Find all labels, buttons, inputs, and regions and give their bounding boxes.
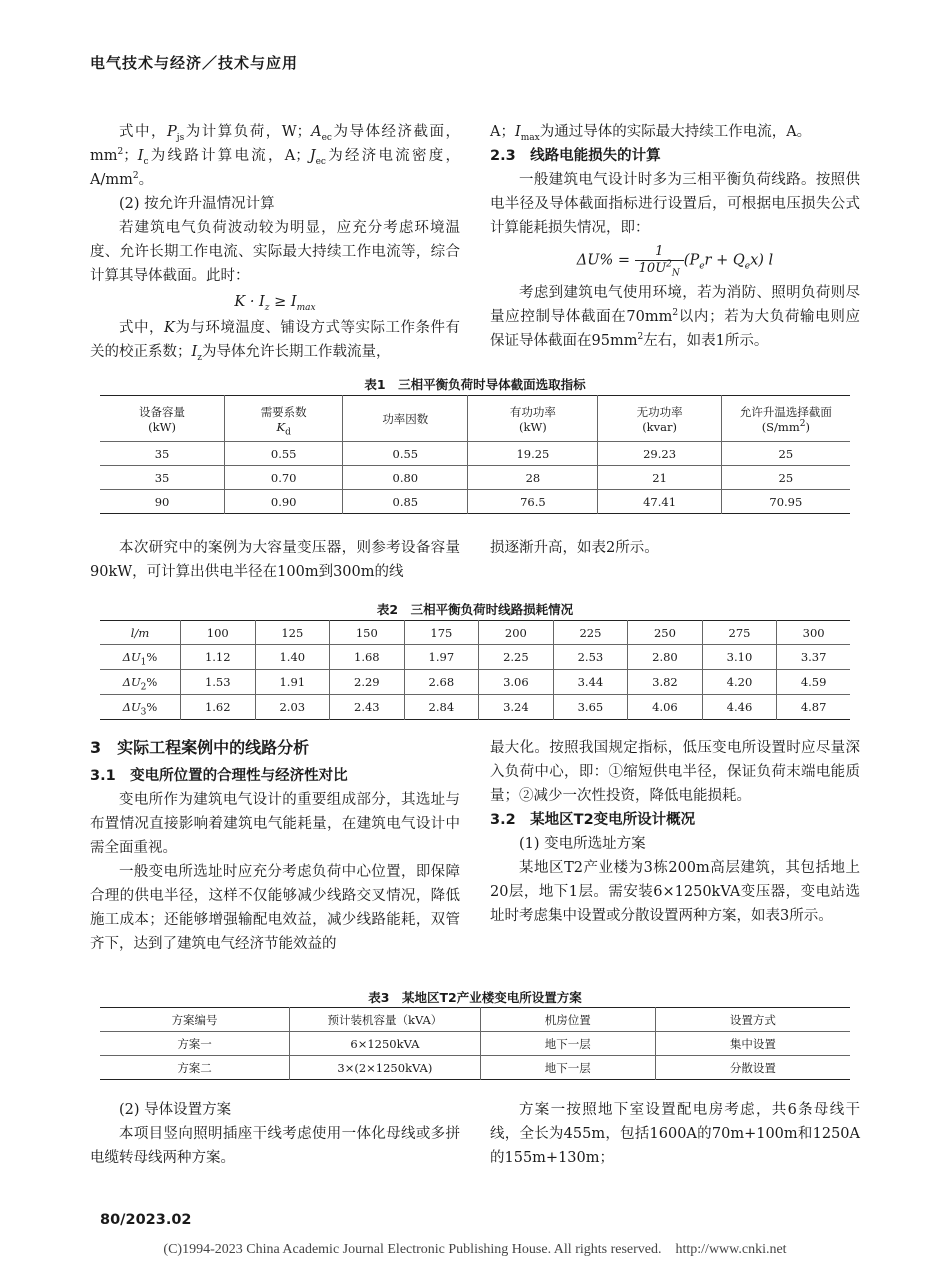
table-cell: 0.90 bbox=[225, 490, 343, 514]
table-cell: 3.65 bbox=[553, 695, 628, 720]
table-cell: 90 bbox=[100, 490, 225, 514]
table2-header-label: l/m bbox=[100, 621, 181, 645]
paragraph-correction: 式中，K为与环境温度、铺设方式等实际工作条件有关的校正系数；$I_z$为导体允许长期工作载流量， bbox=[90, 320, 461, 363]
table3-caption: 表3 某地区T2产业楼变电所设置方案 bbox=[368, 990, 582, 1005]
table-cell: 4.46 bbox=[702, 695, 777, 720]
table1 bbox=[100, 395, 850, 514]
table-row bbox=[100, 1056, 850, 1080]
table-cell: 2.53 bbox=[553, 645, 628, 670]
table-row bbox=[100, 466, 850, 490]
table-cell: 3.44 bbox=[553, 670, 628, 695]
paragraph-busway: 本项目竖向照明插座干线考虑使用一体化母线或多拼电缆转母线两种方案。 bbox=[90, 1126, 460, 1166]
table-cell: 地下一层 bbox=[480, 1032, 655, 1056]
mid-right-paragraph bbox=[490, 536, 860, 560]
mid-left-paragraph bbox=[90, 536, 460, 584]
table2-header-cell: 200 bbox=[479, 621, 554, 645]
table-cell: 地下一层 bbox=[480, 1056, 655, 1080]
heading-2-3: 2.3 线路电能损失的计算 bbox=[490, 148, 661, 164]
formula-voltage-loss: ΔU% = $\frac{1}{10U^2_N}$ $(P_er + Q_ex)$ l bbox=[576, 244, 774, 279]
table-row bbox=[100, 442, 850, 466]
table3-header-cell: 预计装机容量（kVA） bbox=[290, 1008, 481, 1032]
table-cell: 35 bbox=[100, 442, 225, 466]
table2-header-cell: 125 bbox=[255, 621, 330, 645]
table2-header-cell: 150 bbox=[330, 621, 405, 645]
table-cell: 4.20 bbox=[702, 670, 777, 695]
table-cell: 4.59 bbox=[777, 670, 850, 695]
table-cell: 70.95 bbox=[721, 490, 850, 514]
paragraph-plan-one: 方案一按照地下室设置配电房考虑，共6条母线干线，全长为455m，包括1600A的70m+100m和1250A的155m+130m； bbox=[490, 1102, 860, 1166]
table-cell: 19.25 bbox=[468, 442, 598, 466]
table-cell: 1.12 bbox=[181, 645, 256, 670]
table2-header-cell: 100 bbox=[181, 621, 256, 645]
paragraph-section-limits: 考虑到建筑电气使用环境，若为消防、照明负荷则尽量应控制导体截面在$70mm^2$以内；若为大负荷输电则应保证导体截面在$95mm^2$左右，如表1所示。 bbox=[490, 285, 861, 349]
table1-header-cell: 设备容量 (kW) bbox=[100, 396, 225, 442]
table3-header-row bbox=[100, 1008, 850, 1032]
table-cell: 3.06 bbox=[479, 670, 554, 695]
paragraph-t2-building: 某地区T2产业楼为3栋200m高层建筑，其包括地上20层，地下1层。需安装6×1250kVA变压器，变电站选址时考虑集中设置或分散设置两种方案，如表3所示。 bbox=[490, 860, 860, 924]
section3-right bbox=[490, 736, 860, 928]
table-cell: 1.62 bbox=[181, 695, 256, 720]
table-cell: 2.68 bbox=[404, 670, 479, 695]
paragraph-temperature: 若建筑电气负荷波动较为明显，应充分考虑环境温度、允许长期工作电流、实际最大持续工作电流等，综合计算其导体截面。此时： bbox=[90, 220, 460, 284]
page-number: 80/2023.02 bbox=[100, 1212, 192, 1228]
table-cell: 6×1250kVA bbox=[290, 1032, 481, 1056]
table-cell: 4.87 bbox=[777, 695, 850, 720]
table3-header-cell: 机房位置 bbox=[480, 1008, 655, 1032]
table-cell: 1.97 bbox=[404, 645, 479, 670]
table3-header-cell: 方案编号 bbox=[100, 1008, 290, 1032]
table-cell: 2.84 bbox=[404, 695, 479, 720]
table-row-label: $\Delta U_2\%$ bbox=[100, 670, 181, 695]
copyright-line: (C)1994-2023 China Academic Journal Electronic Publishing House. All rights reserved. http://www.cnki.net bbox=[163, 1242, 787, 1257]
bottom-right bbox=[490, 1098, 860, 1170]
left-column-top bbox=[90, 120, 460, 364]
journal-header: 电气技术与经济／技术与应用 bbox=[90, 54, 299, 72]
heading-3-1: 3.1 变电所位置的合理性与经济性对比 bbox=[90, 768, 348, 784]
table-cell: 3.10 bbox=[702, 645, 777, 670]
paragraph-imax: A；$I_{max}$为通过导体的实际最大持续工作电流，A。 bbox=[490, 124, 812, 143]
table-cell: 21 bbox=[598, 466, 721, 490]
right-column-top bbox=[490, 120, 860, 353]
table1-header-cell: 功率因数 bbox=[343, 396, 468, 442]
table-cell: 3.24 bbox=[479, 695, 554, 720]
table-cell: 1.53 bbox=[181, 670, 256, 695]
formula-current: $K \cdot I_z \ge I_{max}$ bbox=[234, 294, 316, 313]
table-cell: 76.5 bbox=[468, 490, 598, 514]
paragraph-site-selection: 一般变电所选址时应充分考虑负荷中心位置，即保障合理的供电半径，这样不仅能够减少线路交叉情况，降低施工成本；还能够增强输配电效益，减少线路能耗，双管齐下，达到了建筑电气经济节能效益的 bbox=[90, 864, 460, 952]
paragraph-max-benefit: 最大化。按照我国规定指标，低压变电所设置时应尽量深入负荷中心，即：①缩短供电半径，保证负荷末端电能质量；②减少一次性投资，降低电能损耗。 bbox=[490, 740, 860, 804]
paragraph-case-cont: 损逐渐升高，如表2所示。 bbox=[490, 540, 659, 556]
table-cell: 2.25 bbox=[479, 645, 554, 670]
table-cell: 0.85 bbox=[343, 490, 468, 514]
table-row bbox=[100, 645, 850, 670]
table-cell: 0.55 bbox=[225, 442, 343, 466]
table3-header-cell: 设置方式 bbox=[655, 1008, 850, 1032]
table-cell: 2.43 bbox=[330, 695, 405, 720]
table-row bbox=[100, 695, 850, 720]
table-cell: 2.29 bbox=[330, 670, 405, 695]
formula-fraction: $\frac{1}{10U^2_N}$ bbox=[635, 244, 684, 277]
table-cell: 分散设置 bbox=[655, 1056, 850, 1080]
table-cell: 1.40 bbox=[255, 645, 330, 670]
table-cell: 0.80 bbox=[343, 466, 468, 490]
table-row bbox=[100, 490, 850, 514]
table-cell: 0.70 bbox=[225, 466, 343, 490]
table2 bbox=[100, 620, 850, 720]
table-cell: 方案二 bbox=[100, 1056, 290, 1080]
table-cell: 1.91 bbox=[255, 670, 330, 695]
heading-3-2: 3.2 某地区T2变电所设计概况 bbox=[490, 812, 696, 828]
table-cell: 25 bbox=[721, 466, 850, 490]
paragraph-voltage-loss: 一般建筑电气设计时多为三相平衡负荷线路。按照供电半径及导体截面指标进行设置后，可根据电压损失公式计算能耗损失情况，即： bbox=[490, 172, 860, 236]
table-cell: 方案一 bbox=[100, 1032, 290, 1056]
table2-caption: 表2 三相平衡负荷时线路损耗情况 bbox=[376, 602, 574, 617]
section3-left bbox=[90, 736, 460, 956]
table1-header-row bbox=[100, 396, 850, 442]
table1-header-cell: 需要系数 $K_d$ bbox=[225, 396, 343, 442]
table-cell: 29.23 bbox=[598, 442, 721, 466]
table-cell: 3.37 bbox=[777, 645, 850, 670]
table1-header-cell: 无功功率 (kvar) bbox=[598, 396, 721, 442]
bottom-left bbox=[90, 1098, 460, 1170]
table2-header-row bbox=[100, 621, 850, 645]
table2-header-cell: 275 bbox=[702, 621, 777, 645]
table-row-label: $\Delta U_3\%$ bbox=[100, 695, 181, 720]
table-cell: 25 bbox=[721, 442, 850, 466]
paragraph-substation-role: 变电所作为建筑电气设计的重要组成部分，其选址与布置情况直接影响着建筑电气能耗量，在建筑电气设计中需全面重视。 bbox=[90, 792, 460, 856]
table-row bbox=[100, 670, 850, 695]
table-cell: 28 bbox=[468, 466, 598, 490]
table-cell: 35 bbox=[100, 466, 225, 490]
table2-header-cell: 250 bbox=[628, 621, 703, 645]
table-cell: 1.68 bbox=[330, 645, 405, 670]
table2-header-cell: 225 bbox=[553, 621, 628, 645]
table1-caption: 表1 三相平衡负荷时导体截面选取指标 bbox=[364, 377, 586, 392]
paragraph-case: 本次研究中的案例为大容量变压器，则参考设备容量90kW，可计算出供电半径在100m到300m的线 bbox=[90, 540, 460, 580]
paragraph-variable-definitions: 式中，$P_{js}$为计算负荷，W；$A_{ec}$为导体经济截面，$mm^2$；$I_c$为线路计算电流，A；$J_{ec}$为经济电流密度，$A/mm^2$。 bbox=[90, 124, 461, 188]
subheading-site-plan: (1) 变电所选址方案 bbox=[519, 836, 646, 852]
table3 bbox=[100, 1007, 850, 1080]
table-cell: 3×(2×1250kVA) bbox=[290, 1056, 481, 1080]
table-row bbox=[100, 1032, 850, 1056]
subheading-conductor-plan: (2) 导体设置方案 bbox=[119, 1102, 232, 1118]
table-cell: 4.06 bbox=[628, 695, 703, 720]
table1-header-cell: 有功功率 (kW) bbox=[468, 396, 598, 442]
table1-header-cell: 允许升温选择截面 $(S/mm^2)$ bbox=[721, 396, 850, 442]
table-cell: 0.55 bbox=[343, 442, 468, 466]
subheading-temperature: (2) 按允许升温情况计算 bbox=[119, 196, 275, 212]
table-cell: 3.82 bbox=[628, 670, 703, 695]
heading-3: 3 实际工程案例中的线路分析 bbox=[90, 738, 310, 757]
table2-header-cell: 300 bbox=[777, 621, 850, 645]
table2-header-cell: 175 bbox=[404, 621, 479, 645]
table-row-label: $\Delta U_1\%$ bbox=[100, 645, 181, 670]
table-cell: 47.41 bbox=[598, 490, 721, 514]
table-cell: 2.80 bbox=[628, 645, 703, 670]
table-cell: 集中设置 bbox=[655, 1032, 850, 1056]
table-cell: 2.03 bbox=[255, 695, 330, 720]
